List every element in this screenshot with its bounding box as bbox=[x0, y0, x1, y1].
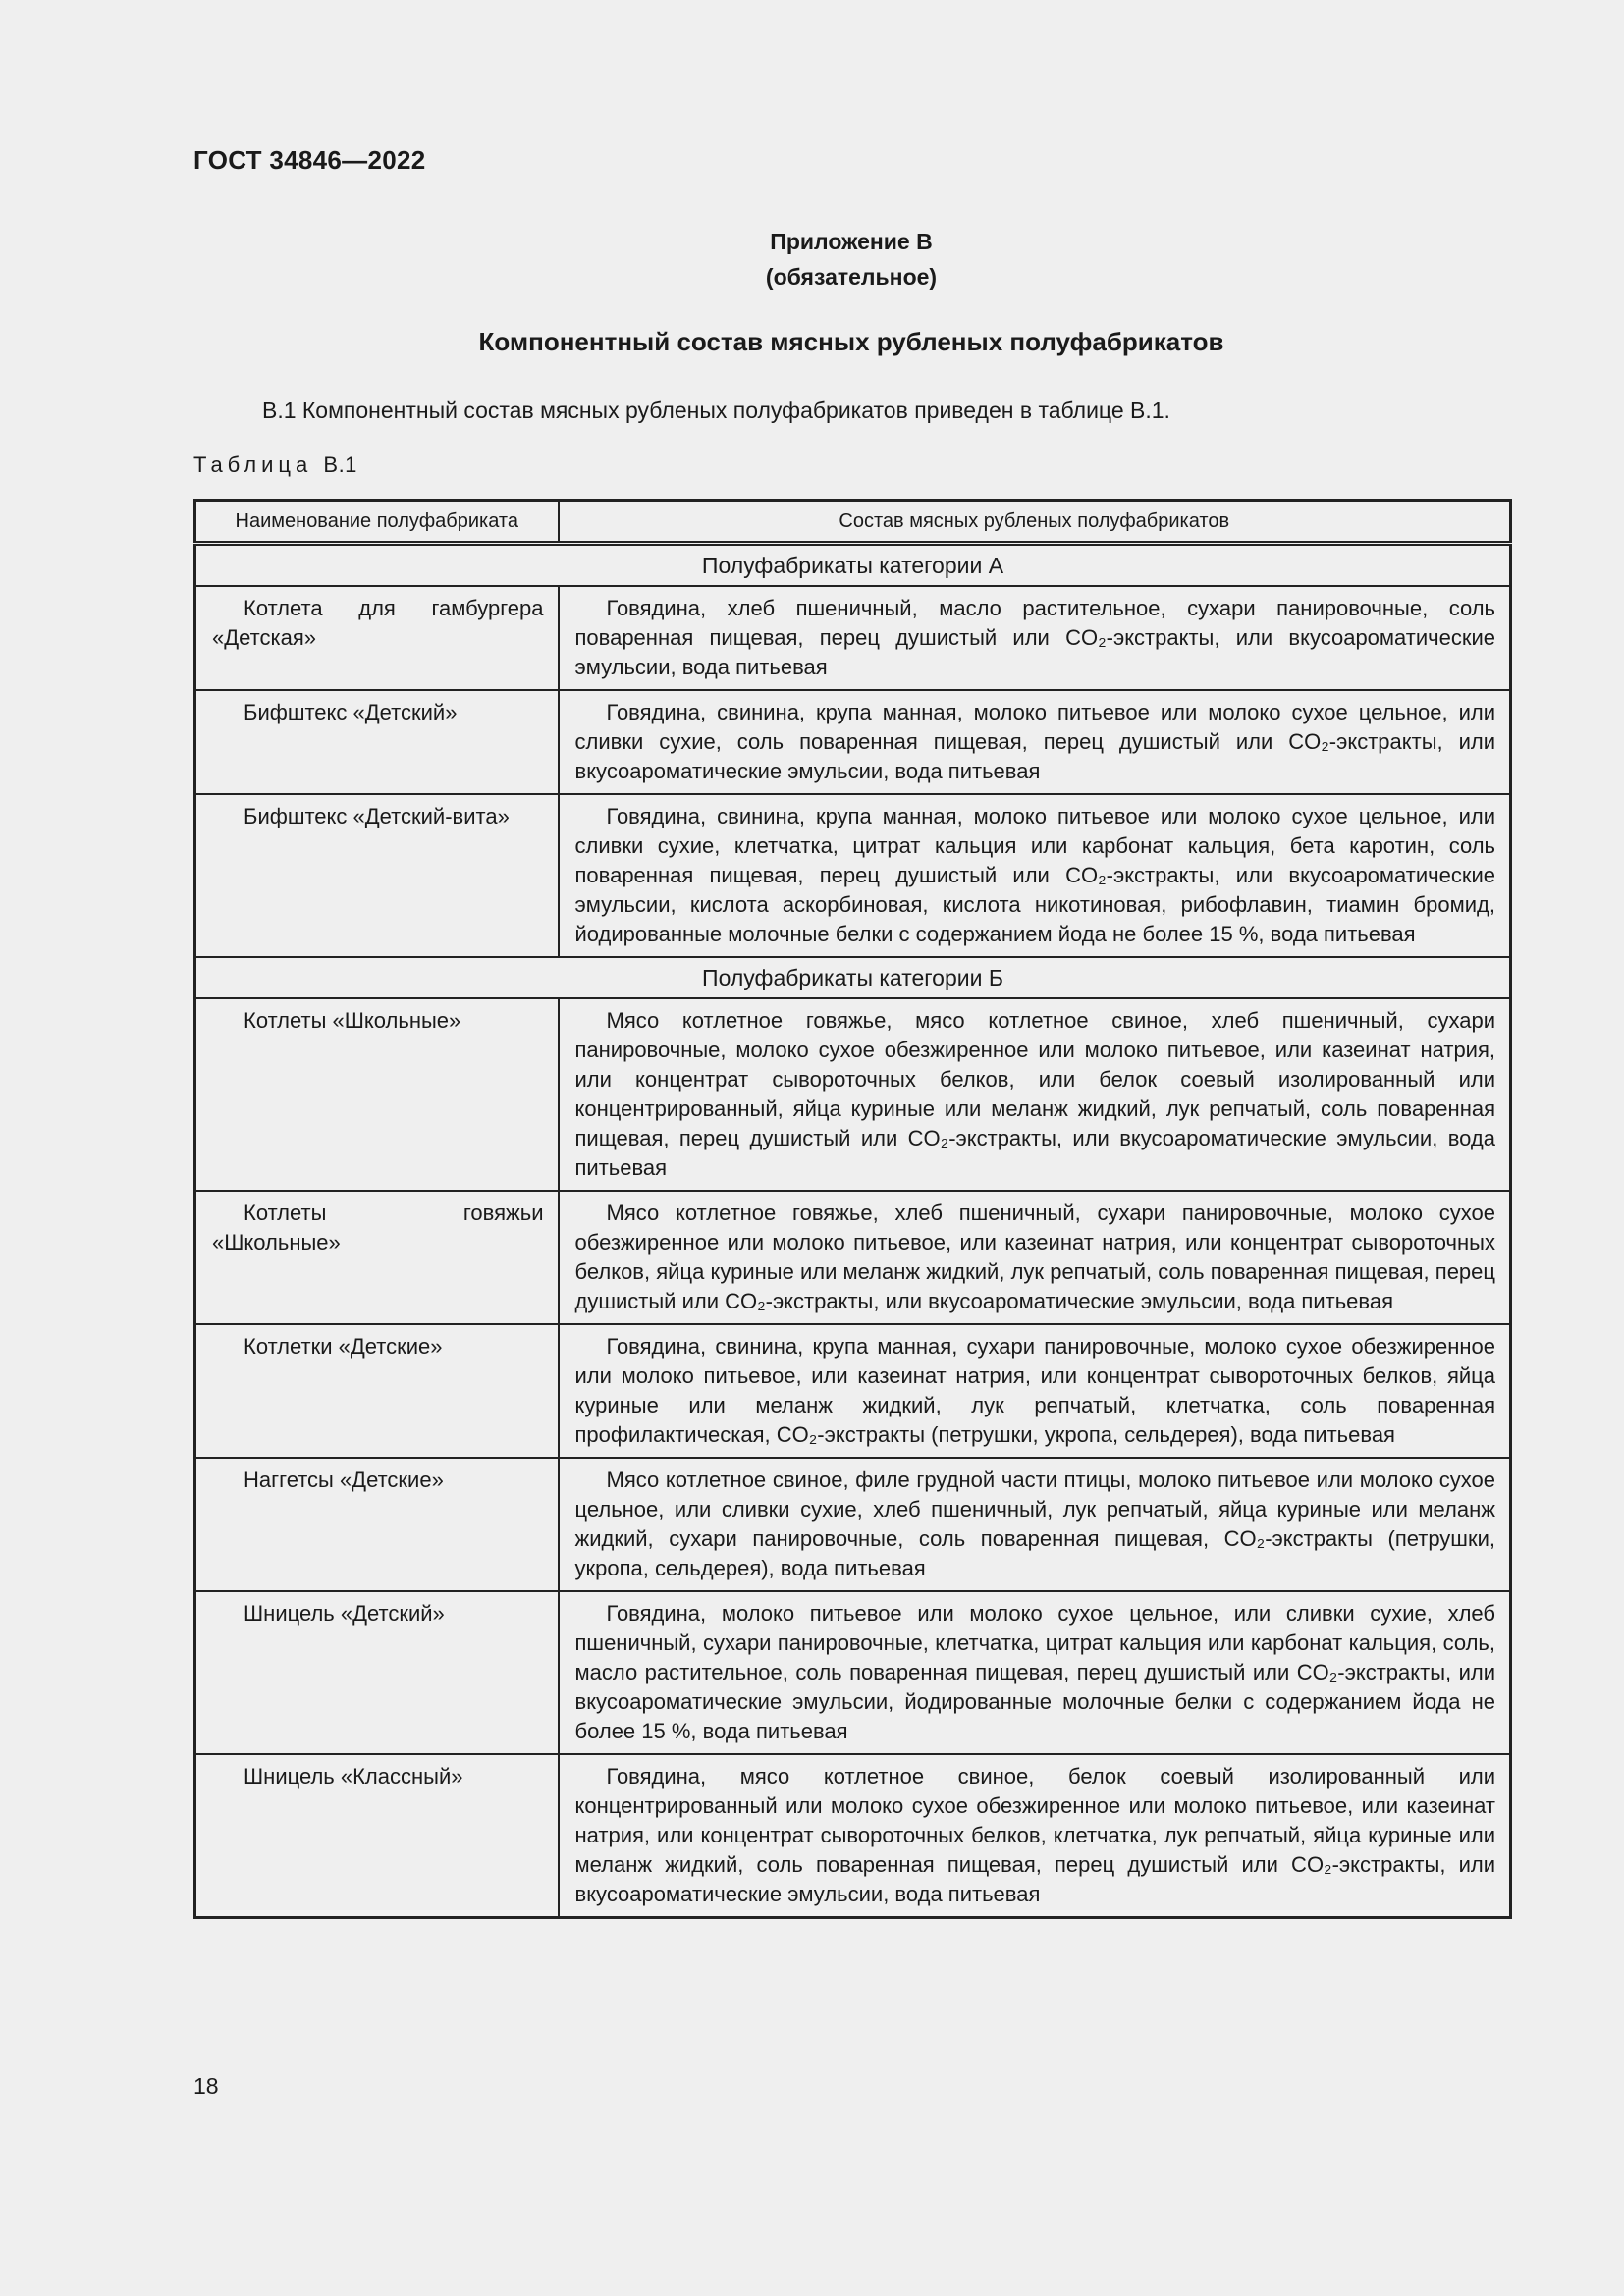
product-name-cell: Шницель «Классный» bbox=[195, 1754, 559, 1918]
product-name-cell: Шницель «Детский» bbox=[195, 1591, 559, 1754]
table-row bbox=[195, 690, 1511, 794]
table-caption bbox=[193, 453, 357, 478]
table-header-row bbox=[195, 501, 1511, 544]
composition-cell: Мясо котлетное говяжье, мясо котлетное свиное, хлеб пшеничный, сухари панировочные, молоко сухое обезжиренное или молоко питьевое, или казеинат натрия, или концентрат сывороточных белков, или белок соевый изолированный или концентрированный, яйца куриные или меланж жидкий, лук репчатый, соль поваренная пищевая, перец душистый или CO₂-экстракты, или вкусоароматические эмульсии, вода питьевая bbox=[559, 998, 1511, 1191]
composition-cell: Мясо котлетное говяжье, хлеб пшеничный, сухари панировочные, молоко сухое обезжиренное или молоко питьевое, или казеинат натрия, или концентрат сывороточных белков, яйца куриные или меланж жидкий, лук репчатый, соль поваренная пищевая, перец душистый или CO₂-экстракты, или вкусоароматические эмульсии, вода питьевая bbox=[559, 1191, 1511, 1324]
table-row bbox=[195, 1754, 1511, 1918]
table-caption-word: Таблица bbox=[193, 453, 313, 477]
category-row bbox=[195, 544, 1511, 587]
table-row bbox=[195, 998, 1511, 1191]
table-row bbox=[195, 794, 1511, 957]
table-row bbox=[195, 1591, 1511, 1754]
header-composition: Состав мясных рубленых полуфабрикатов bbox=[559, 501, 1511, 544]
composition-cell: Говядина, хлеб пшеничный, масло растительное, сухари панировочные, соль поваренная пищевая, перец душистый или CO₂-экстракты, или вкусоароматические эмульсии, вода питьевая bbox=[559, 586, 1511, 690]
composition-cell: Мясо котлетное свиное, филе грудной части птицы, молоко питьевое или молоко сухое цельное, или сливки сухие, хлеб пшеничный, лук репчатый, яйца куриные или меланж жидкий, сухари панировочные, соль поваренная пищевая, CO₂-экстракты (петрушки, укропа, сельдерея), вода питьевая bbox=[559, 1458, 1511, 1591]
product-name-cell: Бифштекс «Детский» bbox=[195, 690, 559, 794]
appendix-status: (обязательное) bbox=[765, 264, 938, 290]
product-name-cell: Котлета для гамбургера «Детская» bbox=[195, 586, 559, 690]
table-row bbox=[195, 1458, 1511, 1591]
product-name-cell: Котлеты «Школьные» bbox=[195, 998, 559, 1191]
header-product-name: Наименование полуфабриката bbox=[195, 501, 559, 544]
product-name-cell: Котлетки «Детские» bbox=[195, 1324, 559, 1458]
section-title: Компонентный состав мясных рубленых полуфабрикатов bbox=[478, 327, 1224, 356]
composition-cell: Говядина, мясо котлетное свиное, белок соевый изолированный или концентрированный или молоко сухое обезжиренное или молоко питьевое, или казеинат натрия, или концентрат сывороточных белков, клетчатка, лук репчатый, яйца куриные или меланж жидкий, соль поваренная пищевая, перец душистый или CO₂-экстракты, или вкусоароматические эмульсии, вода питьевая bbox=[559, 1754, 1511, 1918]
composition-cell: Говядина, свинина, крупа манная, молоко питьевое или молоко сухое цельное, или сливки сухие, клетчатка, цитрат кальция или карбонат кальция, бета каротин, соль поваренная пищевая, перец душистый или CO₂-экстракты, или вкусоароматические эмульсии, кислота аскорбиновая, кислота никотиновая, рибофлавин, тиамин бромид, йодированные молочные белки с содержанием йода не более 15 %, вода питьевая bbox=[559, 794, 1511, 957]
table-row bbox=[195, 1324, 1511, 1458]
composition-cell: Говядина, свинина, крупа манная, сухари панировочные, молоко сухое обезжиренное или молоко питьевое, или казеинат натрия, или концентрат сывороточных белков, яйца куриные или меланж жидкий, лук репчатый, клетчатка, соль поваренная профилактическая, CO₂-экстракты (петрушки, укропа, сельдерея), вода питьевая bbox=[559, 1324, 1511, 1458]
category-row bbox=[195, 957, 1511, 998]
table-caption-number: В.1 bbox=[323, 453, 357, 477]
appendix-title: Приложение В bbox=[770, 229, 933, 254]
composition-cell: Говядина, свинина, крупа манная, молоко питьевое или молоко сухое цельное, или сливки сухие, соль поваренная пищевая, перец душистый или CO₂-экстракты, или вкусоароматические эмульсии, вода питьевая bbox=[559, 690, 1511, 794]
intro-paragraph: В.1 Компонентный состав мясных рубленых полуфабрикатов приведен в таблице В.1. bbox=[262, 398, 1170, 423]
composition-cell: Говядина, молоко питьевое или молоко сухое цельное, или сливки сухие, хлеб пшеничный, сухари панировочные, клетчатка, цитрат кальция или карбонат кальция, соль, масло растительное, соль поваренная пищевая, перец душистый или CO₂-экстракты, или вкусоароматические эмульсии, йодированные молочные белки с содержанием йода не более 15 %, вода питьевая bbox=[559, 1591, 1511, 1754]
table-row bbox=[195, 586, 1511, 690]
product-name-cell: Котлеты говяжьи «Школьные» bbox=[195, 1191, 559, 1324]
product-name-cell: Бифштекс «Детский-вита» bbox=[195, 794, 559, 957]
table-row bbox=[195, 1191, 1511, 1324]
document-code: ГОСТ 34846—2022 bbox=[193, 145, 426, 175]
category-label: Полуфабрикаты категории Б bbox=[195, 957, 1511, 998]
composition-table bbox=[193, 499, 1512, 1919]
appendix-heading bbox=[193, 224, 1509, 294]
category-label: Полуфабрикаты категории А bbox=[195, 544, 1511, 587]
page-number: 18 bbox=[193, 2073, 219, 2099]
product-name-cell: Наггетсы «Детские» bbox=[195, 1458, 559, 1591]
